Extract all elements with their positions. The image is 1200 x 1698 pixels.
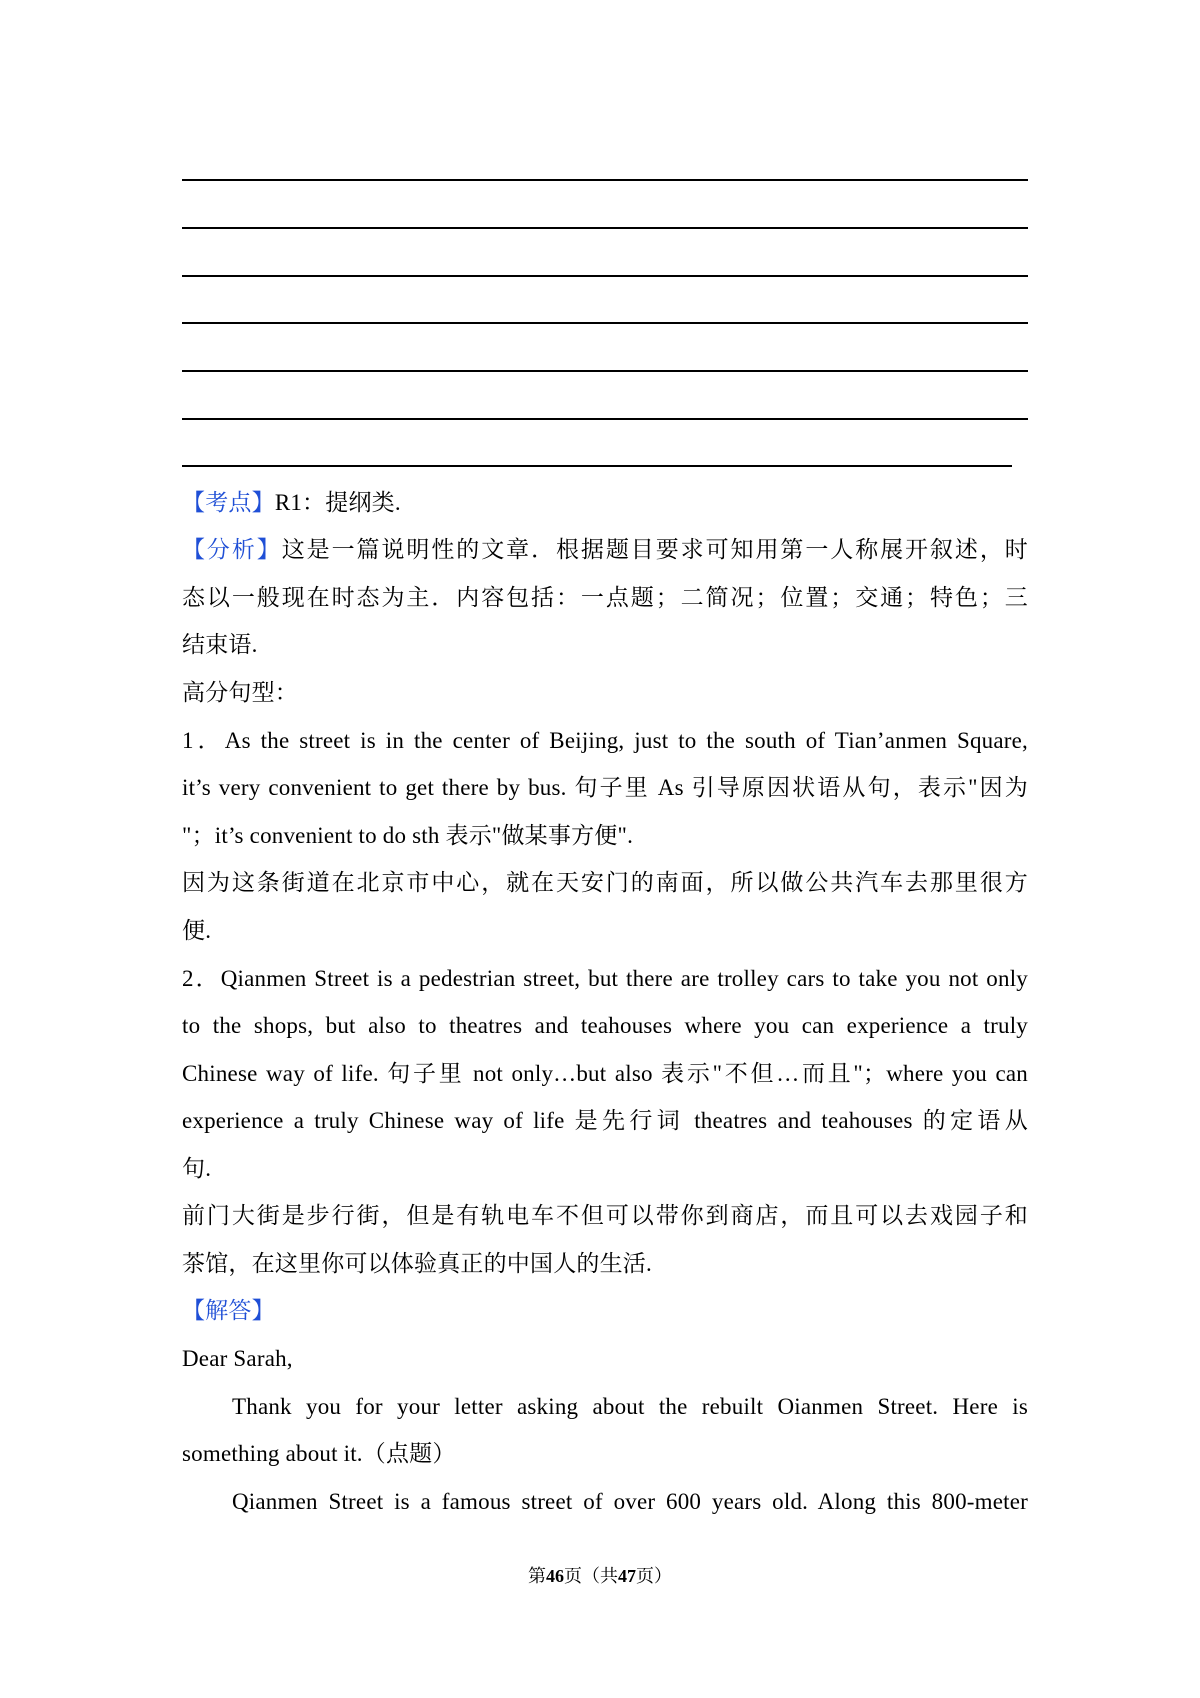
letter-greeting: Dear Sarah, [182,1346,293,1371]
sentence-2-line-5: 句. [182,1156,212,1181]
answer-line-4 [182,322,1028,324]
answer-line-3 [182,275,1028,277]
answer-line-1 [182,179,1028,181]
sentence-1-cn-2: 便. [182,918,212,943]
footer-total-pages: 47 [618,1566,636,1586]
sentence-2-line-2: to the shops, but also to theatres and teahouses where you can experience a truly [182,1013,1028,1038]
sentence-1-cn-1: 因为这条街道在北京市中心，就在天安门的南面，所以做公共汽车去那里很方 [182,870,1028,895]
letter-paragraph-2-line-1: Qianmen Street is a famous street of over 600 years old. Along this 800-meter [232,1489,1028,1514]
jieda-line [182,1296,1028,1326]
kaodian-line [182,488,1028,518]
fenxi-tag: 【分析】 [182,537,282,562]
answer-line-7 [182,465,1012,467]
fenxi-line-2: 态以一般现在时态为主．内容包括：一点题；二简况；位置；交通；特色；三 [182,585,1028,610]
answer-line-2 [182,227,1028,229]
sentence-1-line-3: "；it’s convenient to do sth 表示"做某事方便". [182,823,634,848]
fenxi-line-1 [182,535,1028,565]
letter-paragraph-1-line-1: Thank you for your letter asking about the rebuilt Oianmen Street. Here is [232,1394,1028,1419]
kaodian-tag: 【考点】 [182,490,275,515]
sentence-2-line-4: experience a truly Chinese way of life 是先行词 theatres and teahouses 的定语从 [182,1108,1028,1133]
sentence-1-line-2: it’s very convenient to get there by bus. 句子里 As 引导原因状语从句，表示"因为 [182,775,1028,800]
sentence-1-line-1: 1．As the street is in the center of Beijing, just to the south of Tian’anmen Square, [182,728,1028,753]
fenxi-text-1: 这是一篇说明性的文章．根据题目要求可知用第一人称展开叙述，时 [281,537,1028,562]
kaodian-text: R1：提纲类. [274,490,401,515]
sentence-2-cn-2: 茶馆，在这里你可以体验真正的中国人的生活. [182,1251,652,1276]
letter-paragraph-1-line-2: something about it.（点题） [182,1441,456,1466]
page-footer [0,1564,1200,1588]
footer-suffix: 页） [636,1566,672,1586]
footer-middle: 页（共 [564,1566,618,1586]
sentence-2-line-3: Chinese way of life. 句子里 not only…but also 表示"不但…而且"；where you can [182,1061,1028,1086]
footer-page-number: 46 [546,1566,564,1586]
fenxi-line-3: 结束语. [182,632,258,657]
sentence-2-cn-1: 前门大街是步行街，但是有轨电车不但可以带你到商店，而且可以去戏园子和 [182,1203,1028,1228]
jieda-tag: 【解答】 [182,1298,275,1323]
sentence-2-line-1: 2．Qianmen Street is a pedestrian street, but there are trolley cars to take you not only [182,966,1028,991]
answer-line-5 [182,370,1028,372]
gaofen-heading: 高分句型： [182,680,298,705]
answer-line-6 [182,418,1028,420]
footer-prefix: 第 [528,1566,546,1586]
